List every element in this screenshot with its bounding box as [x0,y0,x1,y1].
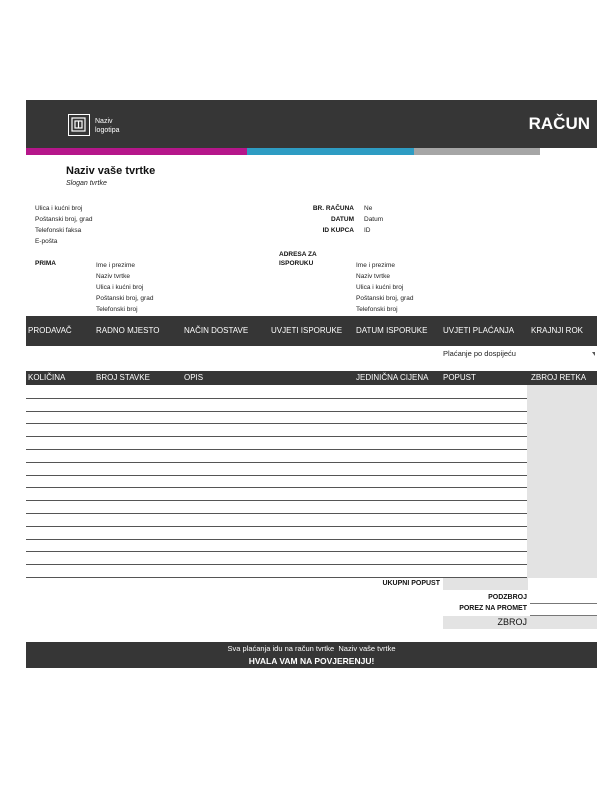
accent-stripe-gray [414,148,540,155]
invoice-number-label: BR. RAČUNA [312,205,354,212]
recipient-block [96,260,153,315]
company-street[interactable]: Ulica i kućni broj [35,205,83,212]
recipient-label: PRIMA [35,260,56,267]
col-description: OPIS [184,373,204,382]
recipient-postal-city[interactable]: Poštanski broj, grad [96,295,154,302]
invoice-meta-labels [264,203,354,236]
total-discount-label: UKUPNI POPUST [382,580,440,587]
col-delivery-date: DATUM ISPORUKE [356,326,428,335]
col-unit-price: JEDINIČNA CIJENA [356,373,429,382]
logo-line-2: logotipa [95,127,120,134]
item-row-line [26,564,527,565]
subtotal-underline [530,603,597,604]
logo-line-1: Naziv [95,118,113,125]
item-row-line [26,449,527,450]
shipping-phone[interactable]: Telefonski broj [356,306,398,313]
invoice-date-label: DATUM [331,216,354,223]
accent-stripe-blue [247,148,414,155]
company-email[interactable]: E-pošta [35,238,58,245]
col-quantity: KOLIČINA [28,373,66,382]
col-job: RADNO MJESTO [96,326,160,335]
recipient-street[interactable]: Ulica i kućni broj [96,284,144,291]
item-row-line [26,539,527,540]
item-row-line [26,500,527,501]
payment-note [26,644,597,653]
sales-tax-label: POREZ NA PROMET [459,605,527,612]
total-discount-field[interactable] [443,578,528,590]
col-shipping-method: NAČIN DOSTAVE [184,326,249,335]
shipping-postal-city[interactable]: Poštanski broj, grad [356,295,414,302]
item-row-line [26,551,527,552]
terms-header-bar [26,316,597,346]
item-row-line [26,411,527,412]
recipient-company[interactable]: Naziv tvrtke [96,273,130,280]
customer-id-value[interactable]: ID [364,227,371,234]
items-header-bar [26,371,597,385]
recipient-phone[interactable]: Telefonski broj [96,306,138,313]
item-row-line [26,462,527,463]
line-total-column[interactable] [527,385,597,578]
company-slogan[interactable]: Slogan tvrtke [66,180,107,187]
company-name[interactable]: Naziv vaše tvrtke [66,165,156,177]
shipping-label [279,250,317,268]
col-salesperson: PRODAVAČ [28,326,72,335]
payment-note-text: Sva plaćanja idu na račun tvrtke [227,644,335,653]
col-line-total: ZBROJ RETKA [531,373,587,382]
item-row-line [26,436,527,437]
company-postal-city[interactable]: Poštanski broj, grad [35,216,93,223]
item-row-line [26,487,527,488]
shipping-company[interactable]: Naziv tvrtke [356,273,390,280]
thank-you-message: HVALA VAM NA POVJERENJU! [248,656,375,666]
shipping-label-line-1: ADRESA ZA [279,251,317,258]
company-address-block [35,203,92,247]
col-due-date: KRAJNJI ROK [531,326,584,335]
item-row-line [26,526,527,527]
shipping-street[interactable]: Ulica i kućni broj [356,284,404,291]
item-row-line [26,398,527,399]
accent-stripe-magenta [26,148,247,155]
shipping-label-line-2: ISPORUKU [279,260,314,267]
logo-text [95,117,120,135]
document-title: RAČUN [528,114,590,133]
total-label: ZBROJ [497,617,527,627]
recipient-name[interactable]: Ime i prezime [96,262,136,269]
item-row-line [26,513,527,514]
col-discount: POPUST [443,373,476,382]
col-payment-terms: UVJETI PLAĆANJA [443,326,515,335]
col-item-number: BROJ STAVKE [96,373,150,382]
payment-company[interactable]: Naziv vaše tvrtke [338,644,396,653]
logo-placeholder-icon[interactable] [68,114,90,136]
subtotal-label: PODZBROJ [488,594,527,601]
invoice-meta-values [364,203,383,236]
shipping-block [356,260,413,315]
corner-dropdown-icon[interactable] [592,352,595,356]
item-row-line [26,423,527,424]
company-fax[interactable]: Telefonski faksa [35,227,82,234]
invoice-number-value[interactable]: Ne [364,205,373,212]
shipping-name[interactable]: Ime i prezime [356,262,396,269]
invoice-date-value[interactable]: Datum [364,216,384,223]
customer-id-label: ID KUPCA [322,227,354,234]
item-row-line [26,475,527,476]
col-shipping-terms: UVJETI ISPORUKE [271,326,343,335]
payment-terms-value[interactable]: Plaćanje po dospijeću [443,349,516,358]
